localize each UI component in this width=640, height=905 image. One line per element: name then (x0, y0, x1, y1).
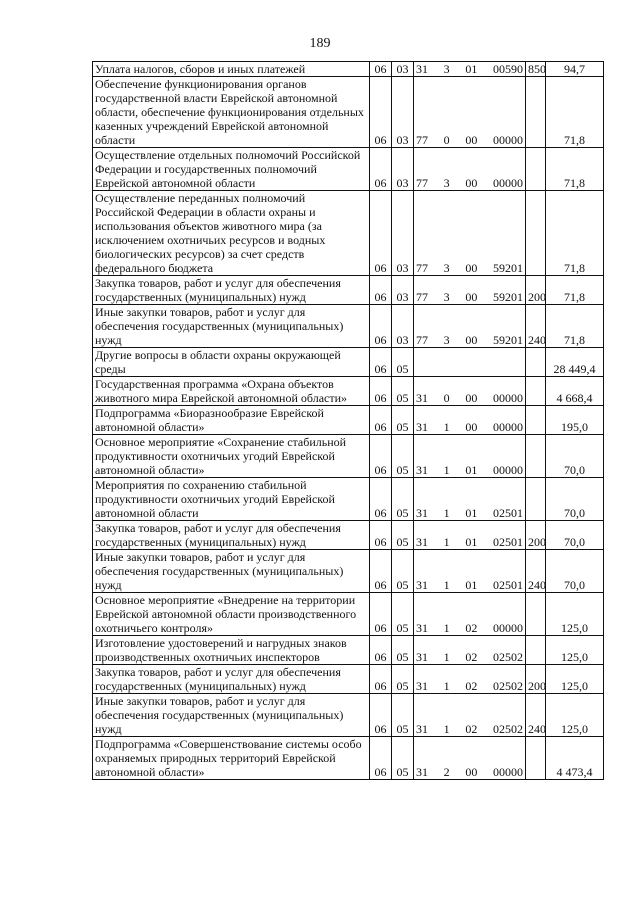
target-article-part: 00 (465, 765, 478, 779)
row-sum: 71,8 (546, 276, 604, 305)
row-target-article (414, 305, 526, 348)
target-article-part: 31 (416, 765, 428, 779)
row-sum: 70,0 (546, 435, 604, 478)
table-row (93, 62, 604, 77)
target-article-part: 3 (443, 261, 450, 275)
target-article-part: 3 (443, 62, 450, 76)
row-subsection: 05 (392, 478, 414, 521)
row-expense-type: 850 (526, 62, 546, 77)
target-article-part: 00000 (492, 765, 523, 779)
row-section: 06 (370, 636, 392, 665)
target-article-part: 31 (416, 463, 428, 477)
target-article-part: 02 (465, 679, 478, 693)
target-article-part: 02502 (492, 679, 523, 693)
budget-table (92, 61, 604, 780)
target-article-part: 1 (443, 535, 450, 549)
target-article-code (416, 290, 523, 304)
target-article-part: 00 (465, 261, 478, 275)
row-name: Закупка товаров, работ и услуг для обеспечения государственных (муниципальных) нужд (93, 521, 370, 550)
target-article-part: 00 (465, 176, 478, 190)
target-article-part: 01 (465, 535, 478, 549)
row-name: Осуществление переданных полномочий Российской Федерации в области охраны и использования объектов животного мира (за исключением охотничьих ресурсов и водных биологических ресурсов) за счет средств федерального бюджета (93, 191, 370, 276)
row-target-article (414, 550, 526, 593)
row-target-article (414, 737, 526, 780)
target-article-part: 02 (465, 650, 478, 664)
row-expense-type (526, 148, 546, 191)
table-row (93, 191, 604, 276)
target-article-part: 59201 (492, 333, 523, 347)
row-expense-type: 240 (526, 550, 546, 593)
row-name: Закупка товаров, работ и услуг для обеспечения государственных (муниципальных) нужд (93, 665, 370, 694)
row-subsection: 05 (392, 406, 414, 435)
row-section: 06 (370, 377, 392, 406)
row-section: 06 (370, 737, 392, 780)
target-article-part: 31 (416, 578, 428, 592)
row-subsection: 03 (392, 191, 414, 276)
row-subsection: 05 (392, 348, 414, 377)
target-article-part: 1 (443, 463, 450, 477)
target-article-part: 00000 (492, 463, 523, 477)
target-article-part: 0 (443, 391, 450, 405)
target-article-part: 1 (443, 650, 450, 664)
target-article-part: 31 (416, 650, 428, 664)
target-article-code (416, 133, 523, 147)
target-article-part: 31 (416, 391, 428, 405)
target-article-part: 01 (465, 506, 478, 520)
table-row (93, 148, 604, 191)
row-subsection: 05 (392, 636, 414, 665)
table-row (93, 665, 604, 694)
target-article-code (416, 722, 523, 736)
target-article-part: 01 (465, 62, 478, 76)
table-row (93, 276, 604, 305)
row-section: 06 (370, 406, 392, 435)
row-expense-type: 200 (526, 276, 546, 305)
row-section: 06 (370, 305, 392, 348)
row-expense-type (526, 435, 546, 478)
target-article-part: 31 (416, 535, 428, 549)
row-section: 06 (370, 276, 392, 305)
target-article-part: 02502 (492, 650, 523, 664)
row-target-article (414, 435, 526, 478)
target-article-part: 00 (465, 333, 478, 347)
table-row (93, 550, 604, 593)
target-article-part: 31 (416, 506, 428, 520)
row-sum: 71,8 (546, 77, 604, 148)
row-subsection: 05 (392, 521, 414, 550)
row-sum: 70,0 (546, 478, 604, 521)
row-sum: 71,8 (546, 148, 604, 191)
table-row (93, 478, 604, 521)
target-article-part: 77 (416, 333, 428, 347)
row-subsection: 05 (392, 435, 414, 478)
table-row (93, 77, 604, 148)
target-article-part: 02502 (492, 722, 523, 736)
row-expense-type (526, 377, 546, 406)
row-subsection: 03 (392, 148, 414, 191)
row-target-article (414, 665, 526, 694)
target-article-code (416, 535, 523, 549)
row-target-article (414, 62, 526, 77)
target-article-part: 31 (416, 679, 428, 693)
row-subsection: 03 (392, 305, 414, 348)
target-article-code (416, 62, 523, 76)
target-article-part: 3 (443, 290, 450, 304)
page-number: 189 (309, 36, 331, 51)
target-article-part: 1 (443, 578, 450, 592)
table-row (93, 737, 604, 780)
row-section: 06 (370, 694, 392, 737)
row-expense-type (526, 191, 546, 276)
target-article-code (416, 333, 523, 347)
target-article-code (416, 506, 523, 520)
table-row (93, 521, 604, 550)
row-subsection: 05 (392, 377, 414, 406)
row-section: 06 (370, 550, 392, 593)
target-article-part: 77 (416, 261, 428, 275)
row-subsection: 05 (392, 665, 414, 694)
target-article-part: 59201 (492, 261, 523, 275)
target-article-part: 00590 (492, 62, 523, 76)
row-sum: 70,0 (546, 550, 604, 593)
table-row (93, 593, 604, 636)
target-article-code (416, 578, 523, 592)
table-row (93, 305, 604, 348)
row-target-article (414, 276, 526, 305)
row-target-article (414, 191, 526, 276)
row-target-article (414, 348, 526, 377)
target-article-part: 31 (416, 62, 428, 76)
target-article-part: 77 (416, 133, 428, 147)
row-expense-type: 200 (526, 521, 546, 550)
row-expense-type (526, 636, 546, 665)
row-name: Закупка товаров, работ и услуг для обеспечения государственных (муниципальных) нужд (93, 276, 370, 305)
row-sum: 70,0 (546, 521, 604, 550)
row-target-article (414, 406, 526, 435)
row-section: 06 (370, 62, 392, 77)
target-article-part: 1 (443, 621, 450, 635)
target-article-part: 31 (416, 621, 428, 635)
target-article-code (416, 391, 523, 405)
row-sum: 71,8 (546, 305, 604, 348)
row-target-article (414, 636, 526, 665)
target-article-part: 00 (465, 391, 478, 405)
row-subsection: 05 (392, 694, 414, 737)
row-name: Основное мероприятие «Сохранение стабильной продуктивности охотничьих угодий Еврейской автономной области» (93, 435, 370, 478)
row-expense-type (526, 478, 546, 521)
row-subsection: 03 (392, 77, 414, 148)
row-subsection: 03 (392, 62, 414, 77)
target-article-part: 3 (443, 176, 450, 190)
row-sum: 4 473,4 (546, 737, 604, 780)
row-sum: 125,0 (546, 593, 604, 636)
target-article-part: 00000 (492, 133, 523, 147)
row-section: 06 (370, 478, 392, 521)
row-name: Иные закупки товаров, работ и услуг для обеспечения государственных (муниципальных) нужд (93, 550, 370, 593)
target-article-part: 00000 (492, 621, 523, 635)
budget-table-body (93, 62, 604, 780)
target-article-part: 59201 (492, 290, 523, 304)
target-article-part: 3 (443, 333, 450, 347)
table-row (93, 694, 604, 737)
row-section: 06 (370, 435, 392, 478)
target-article-code (416, 765, 523, 779)
target-article-part: 00000 (492, 420, 523, 434)
target-article-code (416, 621, 523, 635)
row-name: Иные закупки товаров, работ и услуг для обеспечения государственных (муниципальных) нужд (93, 694, 370, 737)
row-section: 06 (370, 348, 392, 377)
table-row (93, 435, 604, 478)
row-name: Изготовление удостоверений и нагрудных знаков производственных охотничьих инспекторов (93, 636, 370, 665)
target-article-part: 31 (416, 420, 428, 434)
target-article-part: 77 (416, 176, 428, 190)
row-section: 06 (370, 521, 392, 550)
target-article-part: 31 (416, 722, 428, 736)
row-expense-type: 200 (526, 665, 546, 694)
table-row (93, 636, 604, 665)
target-article-code (416, 261, 523, 275)
table-row (93, 406, 604, 435)
row-subsection: 03 (392, 276, 414, 305)
row-name: Государственная программа «Охрана объектов животного мира Еврейской автономной области» (93, 377, 370, 406)
target-article-part: 1 (443, 420, 450, 434)
row-subsection: 05 (392, 593, 414, 636)
target-article-part: 00 (465, 133, 478, 147)
row-sum: 28 449,4 (546, 348, 604, 377)
row-expense-type (526, 593, 546, 636)
row-sum: 125,0 (546, 636, 604, 665)
target-article-part: 02 (465, 722, 478, 736)
target-article-part: 01 (465, 463, 478, 477)
target-article-part: 1 (443, 722, 450, 736)
row-section: 06 (370, 593, 392, 636)
table-row (93, 377, 604, 406)
target-article-part: 2 (443, 765, 450, 779)
row-name: Обеспечение функционирования органов государственной власти Еврейской автономной области, обеспечение функционирования отдельных казенных учреждений Еврейской автономной области (93, 77, 370, 148)
row-name: Иные закупки товаров, работ и услуг для обеспечения государственных (муниципальных) нужд (93, 305, 370, 348)
row-name: Мероприятия по сохранению стабильной продуктивности охотничьих угодий Еврейской автономной области (93, 478, 370, 521)
target-article-code (416, 650, 523, 664)
row-target-article (414, 593, 526, 636)
row-section: 06 (370, 77, 392, 148)
row-name: Подпрограмма «Биоразнообразие Еврейской автономной области» (93, 406, 370, 435)
target-article-part: 1 (443, 679, 450, 693)
row-target-article (414, 694, 526, 737)
row-target-article (414, 478, 526, 521)
row-sum: 94,7 (546, 62, 604, 77)
row-target-article (414, 377, 526, 406)
row-sum: 125,0 (546, 694, 604, 737)
target-article-part: 01 (465, 578, 478, 592)
row-name: Подпрограмма «Совершенствование системы особо охраняемых природных территорий Еврейской автономной области» (93, 737, 370, 780)
row-target-article (414, 521, 526, 550)
target-article-part: 00 (465, 420, 478, 434)
row-name: Основное мероприятие «Внедрение на территории Еврейской автономной области производственного охотничьего контроля» (93, 593, 370, 636)
row-subsection: 05 (392, 737, 414, 780)
row-target-article (414, 77, 526, 148)
target-article-part: 77 (416, 290, 428, 304)
target-article-code (416, 463, 523, 477)
row-expense-type (526, 77, 546, 148)
target-article-part: 02 (465, 621, 478, 635)
target-article-part: 00000 (492, 176, 523, 190)
target-article-part: 00000 (492, 391, 523, 405)
row-expense-type (526, 348, 546, 377)
row-target-article (414, 148, 526, 191)
target-article-code (416, 420, 523, 434)
row-name: Уплата налогов, сборов и иных платежей (93, 62, 370, 77)
table-row (93, 348, 604, 377)
row-section: 06 (370, 665, 392, 694)
row-expense-type (526, 737, 546, 780)
target-article-part: 02501 (492, 578, 523, 592)
target-article-part: 02501 (492, 535, 523, 549)
row-expense-type: 240 (526, 694, 546, 737)
row-sum: 195,0 (546, 406, 604, 435)
target-article-part: 1 (443, 506, 450, 520)
row-sum: 125,0 (546, 665, 604, 694)
target-article-part: 00 (465, 290, 478, 304)
row-name: Осуществление отдельных полномочий Российской Федерации и государственных полномочий Еврейской автономной области (93, 148, 370, 191)
target-article-part: 0 (443, 133, 450, 147)
row-sum: 4 668,4 (546, 377, 604, 406)
row-subsection: 05 (392, 550, 414, 593)
row-expense-type (526, 406, 546, 435)
target-article-code (416, 679, 523, 693)
target-article-part: 02501 (492, 506, 523, 520)
row-expense-type: 240 (526, 305, 546, 348)
row-name: Другие вопросы в области охраны окружающей среды (93, 348, 370, 377)
row-sum: 71,8 (546, 191, 604, 276)
row-section: 06 (370, 148, 392, 191)
row-section: 06 (370, 191, 392, 276)
target-article-code (416, 176, 523, 190)
